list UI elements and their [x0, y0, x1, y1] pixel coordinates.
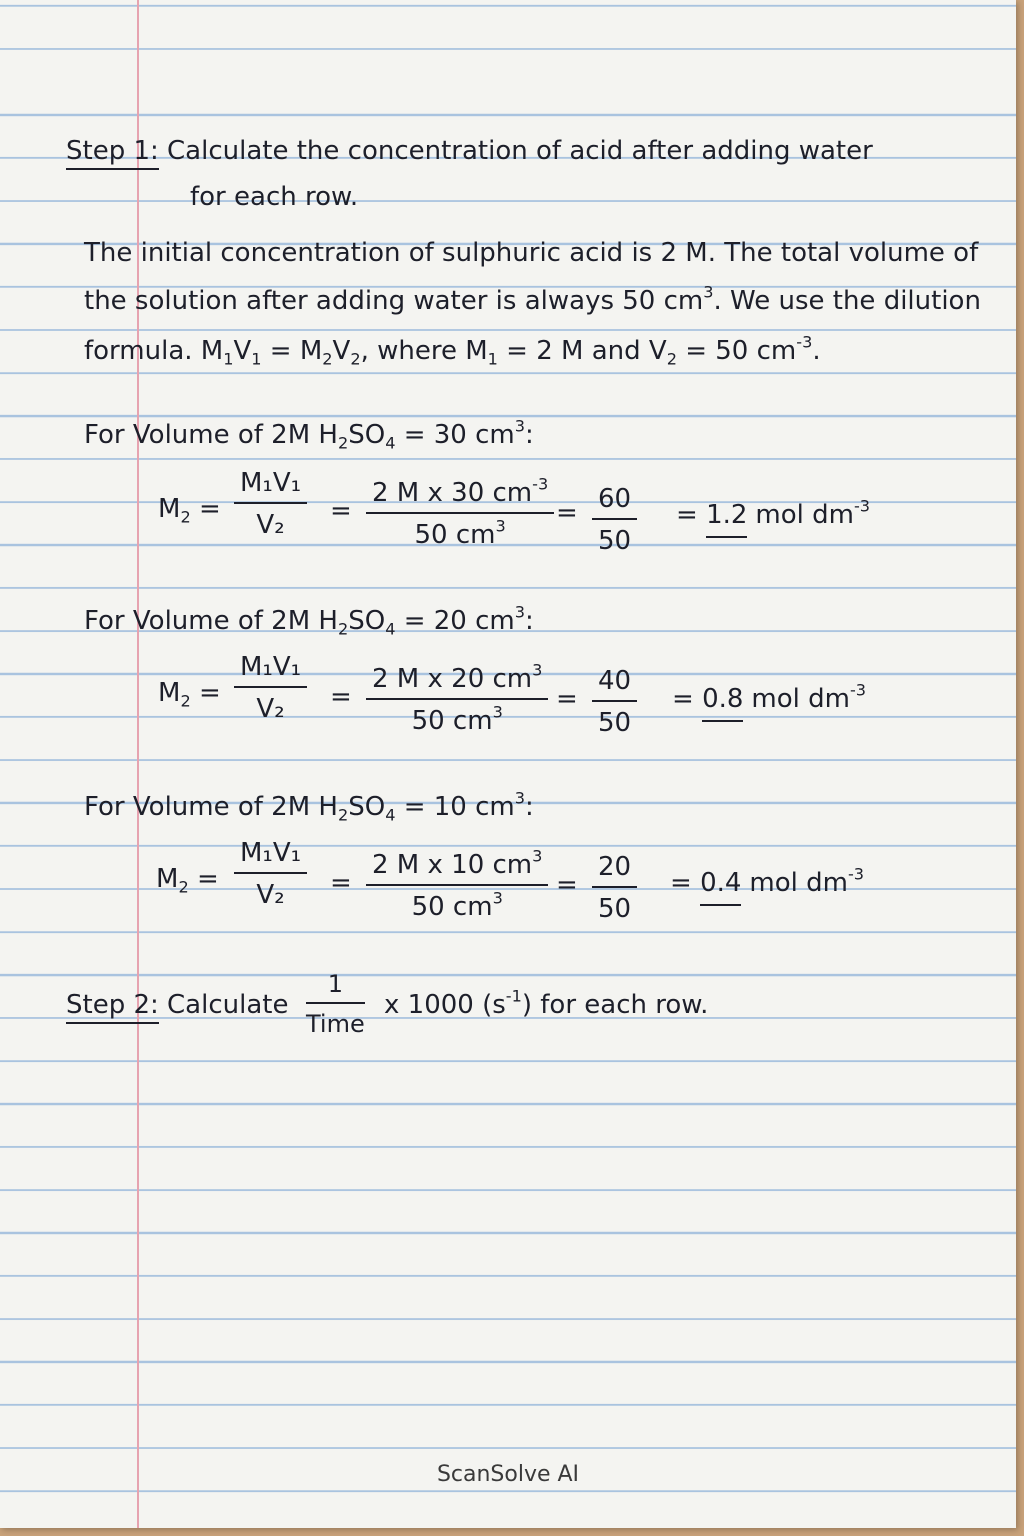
case3-substitution: 2 M x 10 $cm^3$ 50 $cm^3$	[366, 852, 548, 920]
step2-text-b: x 1000 $(s^{-1})$ for each row.	[384, 986, 709, 1020]
intro-line2: the solution after adding water is always 50 $cm^3$. We use the dilution	[84, 282, 981, 316]
case1-substitution: 2 M x 30 $cm^{-3}$ 50 $cm^3$	[366, 480, 554, 548]
case2-result: = 0.8 mol $dm^{-3}$	[672, 684, 866, 722]
intro-line3: formula. $M_1V_1 = M_2V_2$, where $M_1 = 2$ M and $V_2 = 50$ $cm^{-3}$.	[84, 332, 821, 369]
case2-m2: $M_2$ =	[158, 678, 221, 711]
step1-label: Step 1:	[66, 136, 159, 170]
margin-line	[137, 0, 139, 1528]
case2-formula: M₁V₁ V₂	[234, 654, 307, 722]
intro-line1: The initial concentration of sulphuric acid is 2 M. The total volume of	[84, 238, 979, 268]
case1-result: = 1.2 mol $dm^{-3}$	[676, 500, 870, 538]
watermark: ScanSolve AI	[436, 1462, 580, 1487]
case3-m2: $M_2$ =	[156, 864, 219, 897]
case2-ratio: 40 50	[592, 668, 637, 736]
case1-formula: M₁V₁ V₂	[234, 470, 307, 538]
case1-ratio: 60 50	[592, 486, 637, 554]
step1-title-line1: Calculate the concentration of acid after adding water	[167, 136, 873, 166]
case3-ratio: 20 50	[592, 854, 637, 922]
case3-heading: For Volume of 2M $H_2SO_4 = 10$ $cm^3$:	[84, 788, 534, 825]
step2-text-a: Calculate	[167, 990, 289, 1020]
step2-label: Step 2:	[66, 990, 159, 1024]
case2-heading: For Volume of 2M $H_2SO_4 = 20$ $cm^3$:	[84, 602, 534, 639]
case1-heading: For Volume of 2M $H_2SO_4 = 30$ $cm^3$:	[84, 416, 534, 453]
case1-m2: $M_2$ =	[158, 494, 221, 527]
step1-heading	[66, 138, 873, 164]
step2-fraction: 1 Time	[306, 970, 365, 1038]
case3-result: = 0.4 mol $dm^{-3}$	[670, 868, 864, 906]
notebook-page: Step 1: Calculate the concentration of acid after adding water for each row. The initial concentration of sulphuric acid is 2 M. The total volume of the solution after adding water is always 50 $cm^3$. We use the dilution formula. $M_1V_1 = M_2V_2$, where $M_1 = 2$ M and $V_2 = 50$ $cm^{-3}$. For Volume of 2M $H_2SO_4 = 30$ $cm^3$: $M_2$ = M₁V₁ V₂ = 2 M x 30 $cm^{-3}$ 50 $cm^3$ = 60 50 = 1.2 mol $dm^{-3}$ For Volume of 2M $H_2SO_4 = 20$ $cm^3$: $M_2$ = M₁V₁ V₂ = 2 M x 20 $cm^3$ 50 $cm^3$ = 40 50 = 0.8 mol $dm^{-3}$ For Volume of 2M $H_2SO_4 = 10$ $cm^3$: $M_2$ = M₁V₁ V₂ = 2 M x 10 $cm^3$ 50 $cm^3$ = 20 50 = 0.4 mol $dm^{-3}$ Step 2: Calculate 1 Time x 1000 $(s^{-1})$ for each row. ScanSolve AI	[0, 0, 1016, 1528]
step2-heading	[66, 992, 288, 1018]
case2-substitution: 2 M x 20 $cm^3$ 50 $cm^3$	[366, 666, 548, 734]
case3-formula: M₁V₁ V₂	[234, 840, 307, 908]
step1-title-line2: for each row.	[190, 182, 359, 212]
